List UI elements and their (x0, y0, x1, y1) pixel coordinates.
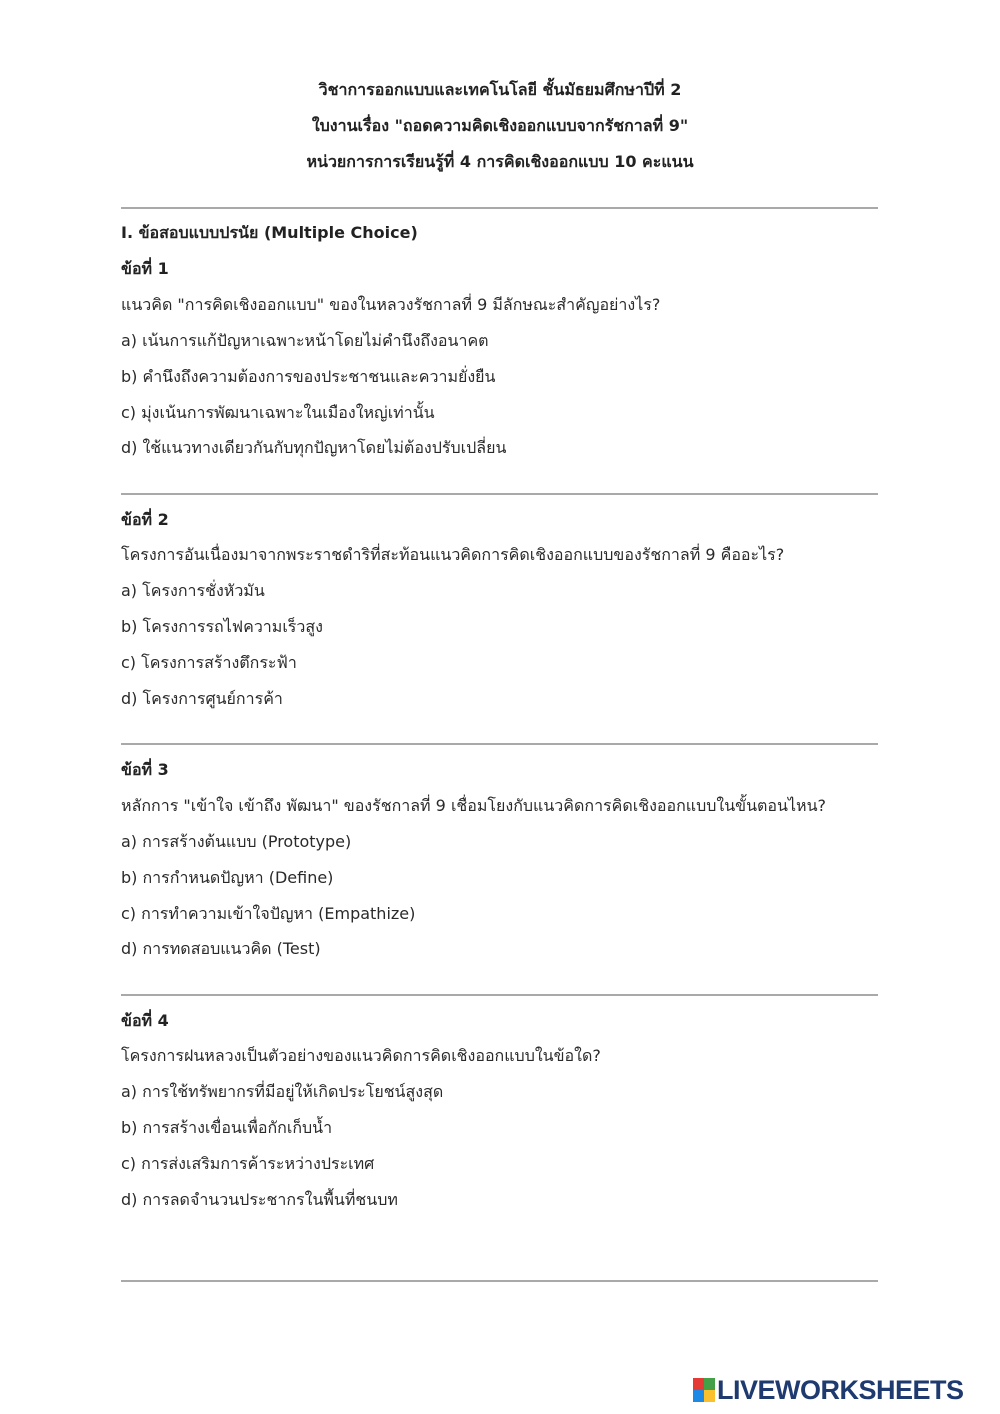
divider (121, 493, 878, 495)
answer-option[interactable]: d) การทดสอบแนวคิด (Test) (121, 939, 321, 958)
question-text: แนวคิด "การคิดเชิงออกแบบ" ของในหลวงรัชกาลที่ 9 มีลักษณะสำคัญอย่างไร? (121, 295, 661, 314)
section-title: I. ข้อสอบแบบปรนัย (Multiple Choice) (121, 223, 418, 242)
answer-option[interactable]: d) ใช้แนวทางเดียวกันกับทุกปัญหาโดยไม่ต้องปรับเปลี่ยน (121, 438, 507, 457)
answer-option[interactable]: b) คำนึงถึงความต้องการของประชาชนและความยั่งยืน (121, 367, 496, 386)
worksheet-subject-title: วิชาการออกแบบและเทคโนโลยี ชั้นมัธยมศึกษาปีที่ 2 (318, 80, 682, 99)
worksheet-topic-title: ใบงานเรื่อง "ถอดความคิดเชิงออกแบบจากรัชกาลที่ 9" (311, 116, 689, 135)
logo-square-icon (693, 1390, 704, 1402)
logo-square-icon (693, 1378, 704, 1390)
answer-option[interactable]: a) การสร้างต้นแบบ (Prototype) (121, 832, 352, 851)
question-text: หลักการ "เข้าใจ เข้าถึง พัฒนา" ของรัชกาลที่ 9 เชื่อมโยงกับแนวคิดการคิดเชิงออกแบบในขั้นตอนไหน? (121, 796, 826, 815)
liveworksheets-logo (693, 1376, 964, 1404)
divider (121, 1280, 878, 1282)
question-label: ข้อที่ 3 (121, 760, 169, 779)
answer-option[interactable]: c) การส่งเสริมการค้าระหว่างประเทศ (121, 1154, 375, 1173)
divider (121, 994, 878, 996)
answer-option[interactable]: c) การทำความเข้าใจปัญหา (Empathize) (121, 904, 416, 923)
question-text: โครงการฝนหลวงเป็นตัวอย่างของแนวคิดการคิดเชิงออกแบบในข้อใด? (121, 1046, 601, 1065)
answer-option[interactable]: d) โครงการศูนย์การค้า (121, 689, 283, 708)
answer-option[interactable]: b) การสร้างเขื่อนเพื่อกักเก็บน้ำ (121, 1118, 333, 1137)
liveworksheets-logo-icon (693, 1378, 715, 1402)
divider (121, 743, 878, 745)
answer-option[interactable]: a) การใช้ทรัพยากรที่มีอยู่ให้เกิดประโยชน์สูงสุด (121, 1082, 444, 1101)
answer-option[interactable]: c) มุ่งเน้นการพัฒนาเฉพาะในเมืองใหญ่เท่านั้น (121, 403, 435, 422)
divider (121, 207, 878, 209)
answer-option[interactable]: a) โครงการชั่งหัวมัน (121, 581, 265, 600)
question-label: ข้อที่ 2 (121, 510, 169, 529)
question-label: ข้อที่ 4 (121, 1011, 169, 1030)
answer-option[interactable]: a) เน้นการแก้ปัญหาเฉพาะหน้าโดยไม่คำนึงถึงอนาคต (121, 331, 489, 350)
logo-square-icon (704, 1378, 715, 1390)
logo-square-icon (704, 1390, 715, 1402)
question-label: ข้อที่ 1 (121, 259, 169, 278)
answer-option[interactable]: b) การกำหนดปัญหา (Define) (121, 868, 334, 887)
answer-option[interactable]: c) โครงการสร้างตึกระฟ้า (121, 653, 297, 672)
answer-option[interactable]: b) โครงการรถไฟความเร็วสูง (121, 617, 323, 636)
liveworksheets-logo-text: LIVEWORKSHEETS (717, 1375, 964, 1405)
worksheet-unit-title: หน่วยการการเรียนรู้ที่ 4 การคิดเชิงออกแบบ 10 คะแนน (306, 152, 694, 171)
answer-option[interactable]: d) การลดจำนวนประชากรในพื้นที่ชนบท (121, 1190, 398, 1209)
question-text: โครงการอันเนื่องมาจากพระราชดำริที่สะท้อนแนวคิดการคิดเชิงออกแบบของรัชกาลที่ 9 คืออะไร? (121, 545, 785, 564)
